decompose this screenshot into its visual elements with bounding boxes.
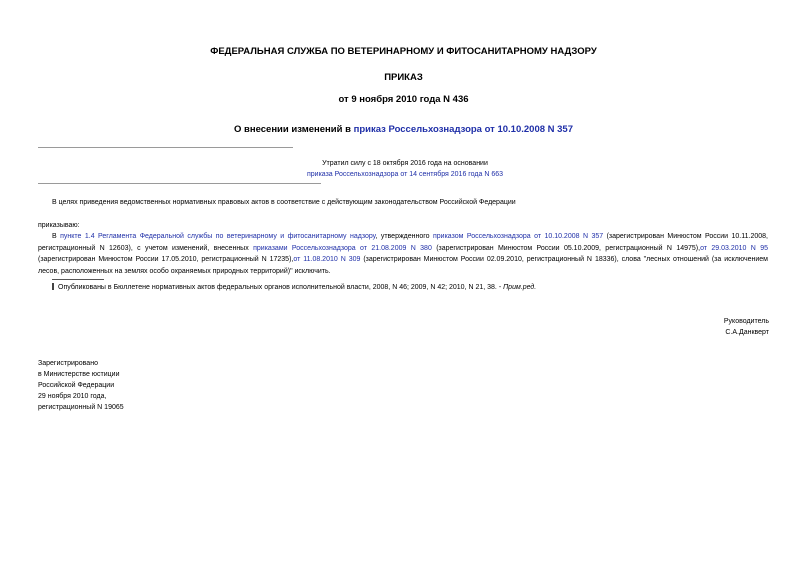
p-text2: (зарегистрирован Минюстом России 10.11.2008, регистрационный N 12603), с учетом изменений, внесенных [38,233,768,252]
signature-block [724,316,769,338]
p-text5: (зарегистрирован Минюстом России 02.09.2010, регистрационный N 18336) [360,256,617,263]
document-title [0,124,807,135]
order-word: приказываю: [38,222,80,229]
p-text3: (зарегистрирован Минюстом России 05.10.2009, регистрационный N 14975), [431,244,701,252]
divider-top [38,147,293,148]
footnote-text: Опубликованы в Бюллетене нормативных актов федеральных органов исполнительной власти, 2008, N 46; 2009, N 42; 2010, N 21, 38. - [58,284,504,291]
document-date: от 9 ноября 2010 года N 436 [338,94,469,105]
footnote-suffix: Прим.ред. [503,284,537,291]
organization-heading: ФЕДЕРАЛЬНАЯ СЛУЖБА ПО ВЕТЕРИНАРНОМУ И ФИТОСАНИТАРНОМУ НАДЗОРУ [210,46,597,57]
link-order-357[interactable]: приказом Россельхознадзора от 10.10.2008 N 357 [433,233,604,240]
p-text4: (зарегистрирован Минюстом России 17.05.2010, регистрационный N 17235), [38,256,294,263]
registration-line-1: Зарегистрировано [38,360,98,367]
title-link[interactable]: приказ Россельхознадзора от 10.10.2008 N 357 [353,124,574,135]
status-note-line1: Утратил силу с 18 октября 2016 года на основании [322,160,488,167]
footnote-divider [52,279,104,280]
link-regulation-clause[interactable]: пункте 1.4 Регламента Федеральной службы по ветеринарному и фитосанитарному надзору [60,233,376,240]
title-prefix: О внесении изменений в [233,124,354,135]
signature-position: Руководитель [723,318,769,325]
document-kind: ПРИКАЗ [384,72,423,83]
registration-line-2: в Министерстве юстиции [38,371,120,378]
footnote [52,282,536,293]
link-order-309[interactable]: от 11.08.2010 N 309 [293,256,361,263]
registration-line-5: регистрационный N 19065 [38,404,124,411]
link-order-95[interactable]: от 29.03.2010 N 95 [700,244,768,252]
registration-line-3: Российской Федерации [38,382,115,389]
p-text6: , слова "лесных отношений (за исключением лесов, расположенных на землях особо охраняемых природных территорий)" исключить. [38,256,768,275]
footnote-marker-icon [52,283,54,290]
main-paragraph [38,231,768,277]
divider-bottom [38,183,321,184]
registration-block [38,358,124,413]
link-orders-380[interactable]: приказами Россельхознадзора от 21.08.2009 N 380 [253,244,432,252]
p-text1: , утвержденного [375,233,433,240]
status-note-link[interactable]: приказа Россельхознадзора от 14 сентября 2016 года N 663 [306,171,504,178]
registration-line-4: 29 ноября 2010 года, [38,393,107,400]
p-start: В [52,233,61,240]
intro-paragraph: В целях приведения ведомственных нормативных правовых актов в соответствие с действующим законодательством Российской Федерации [52,199,516,206]
signature-name: С.А.Данкверт [725,329,769,336]
